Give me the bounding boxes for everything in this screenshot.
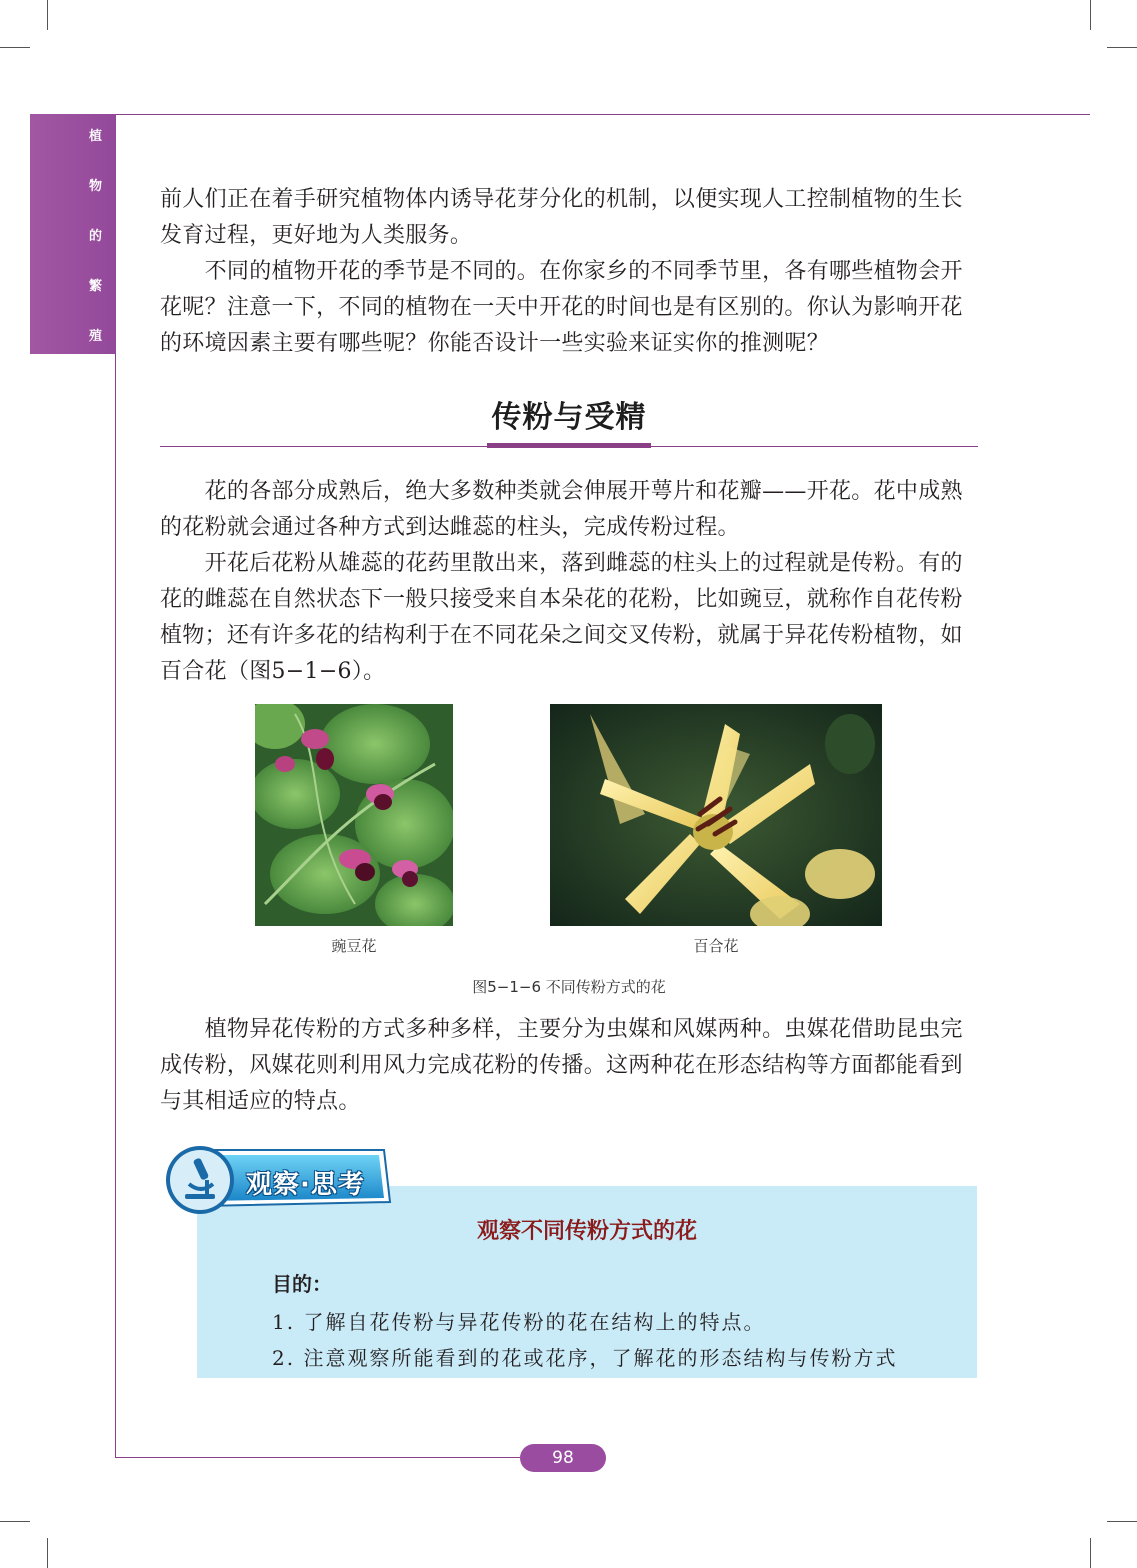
crop-mark [1107,1521,1137,1522]
purpose-item: 1. 了解自花传粉与异花传粉的花在结构上的特点。 [272,1310,766,1334]
crop-mark [0,47,30,48]
purpose-item: 2. 注意观察所能看到的花或花序，了解花的形态结构与传粉方式 [272,1346,898,1370]
observe-think-badge-label: 观察·思考 [246,1170,365,1200]
crop-mark [1090,1538,1091,1568]
paragraph: 花的各部分成熟后，绝大多数种类就会伸展开萼片和花瓣——开花。花中成熟的花粉就会通过各种方式到达雌蕊的柱头，完成传粉过程。 [160,479,963,540]
crop-mark [47,0,48,30]
side-tab-char: 物 [88,179,102,194]
side-tab-char: 的 [88,229,102,244]
crop-mark [0,1521,30,1522]
pea-flower-photo [255,704,453,926]
lily-flower-image [550,704,882,926]
purpose-label: 目的： [272,1272,332,1296]
microscope-icon [175,1154,225,1204]
lily-flower-caption: 百合花 [693,937,739,955]
crop-mark [47,1538,48,1568]
chapter-side-tab [30,114,116,354]
pea-flower-caption: 豌豆花 [331,937,377,955]
pea-flower-image [255,704,453,926]
page-number: 98 [520,1444,606,1472]
paragraph: 不同的植物开花的季节是不同的。在你家乡的不同季节里，各有哪些植物会开花呢？注意一下，不同的植物在一天中开花的时间也是有区别的。你认为影响开花的环境因素主要有哪些呢？你能否设计一些实验来证实你的推测呢？ [160,259,963,356]
crop-mark [1107,47,1137,48]
side-tab-char: 植 [88,129,102,144]
frame-bottom-rule [115,1457,535,1458]
paragraph: 开花后花粉从雄蕊的花药里散出来，落到雌蕊的柱头上的过程就是传粉。有的花的雌蕊在自然状态下一般只接受来自本朵花的花粉，比如豌豆，就称作自花传粉植物；还有许多花的结构利于在不同花朵之间交叉传粉，就属于异花传粉植物，如百合花（图5−1−6）。 [160,551,963,684]
observe-think-badge [162,1142,392,1214]
figure-caption: 图5−1−6 不同传粉方式的花 [472,978,666,996]
observe-title: 观察不同传粉方式的花 [476,1219,697,1244]
lily-flower-photo [550,704,882,926]
side-tab-char: 殖 [88,329,102,344]
frame-top-rule [115,114,1090,115]
crop-mark [1090,0,1091,30]
paragraph: 前人们正在着手研究植物体内诱导花芽分化的机制，以便实现人工控制植物的生长发育过程，更好地为人类服务。 [160,187,963,248]
section-title: 传粉与受精 [491,400,647,435]
side-tab-char: 繁 [88,279,102,294]
section-rule-accent [487,443,651,448]
paragraph: 植物异花传粉的方式多种多样，主要分为虫媒和风媒两种。虫媒花借助昆虫完成传粉，风媒花则利用风力完成花粉的传播。这两种花在形态结构等方面都能看到与其相适应的特点。 [160,1017,963,1114]
